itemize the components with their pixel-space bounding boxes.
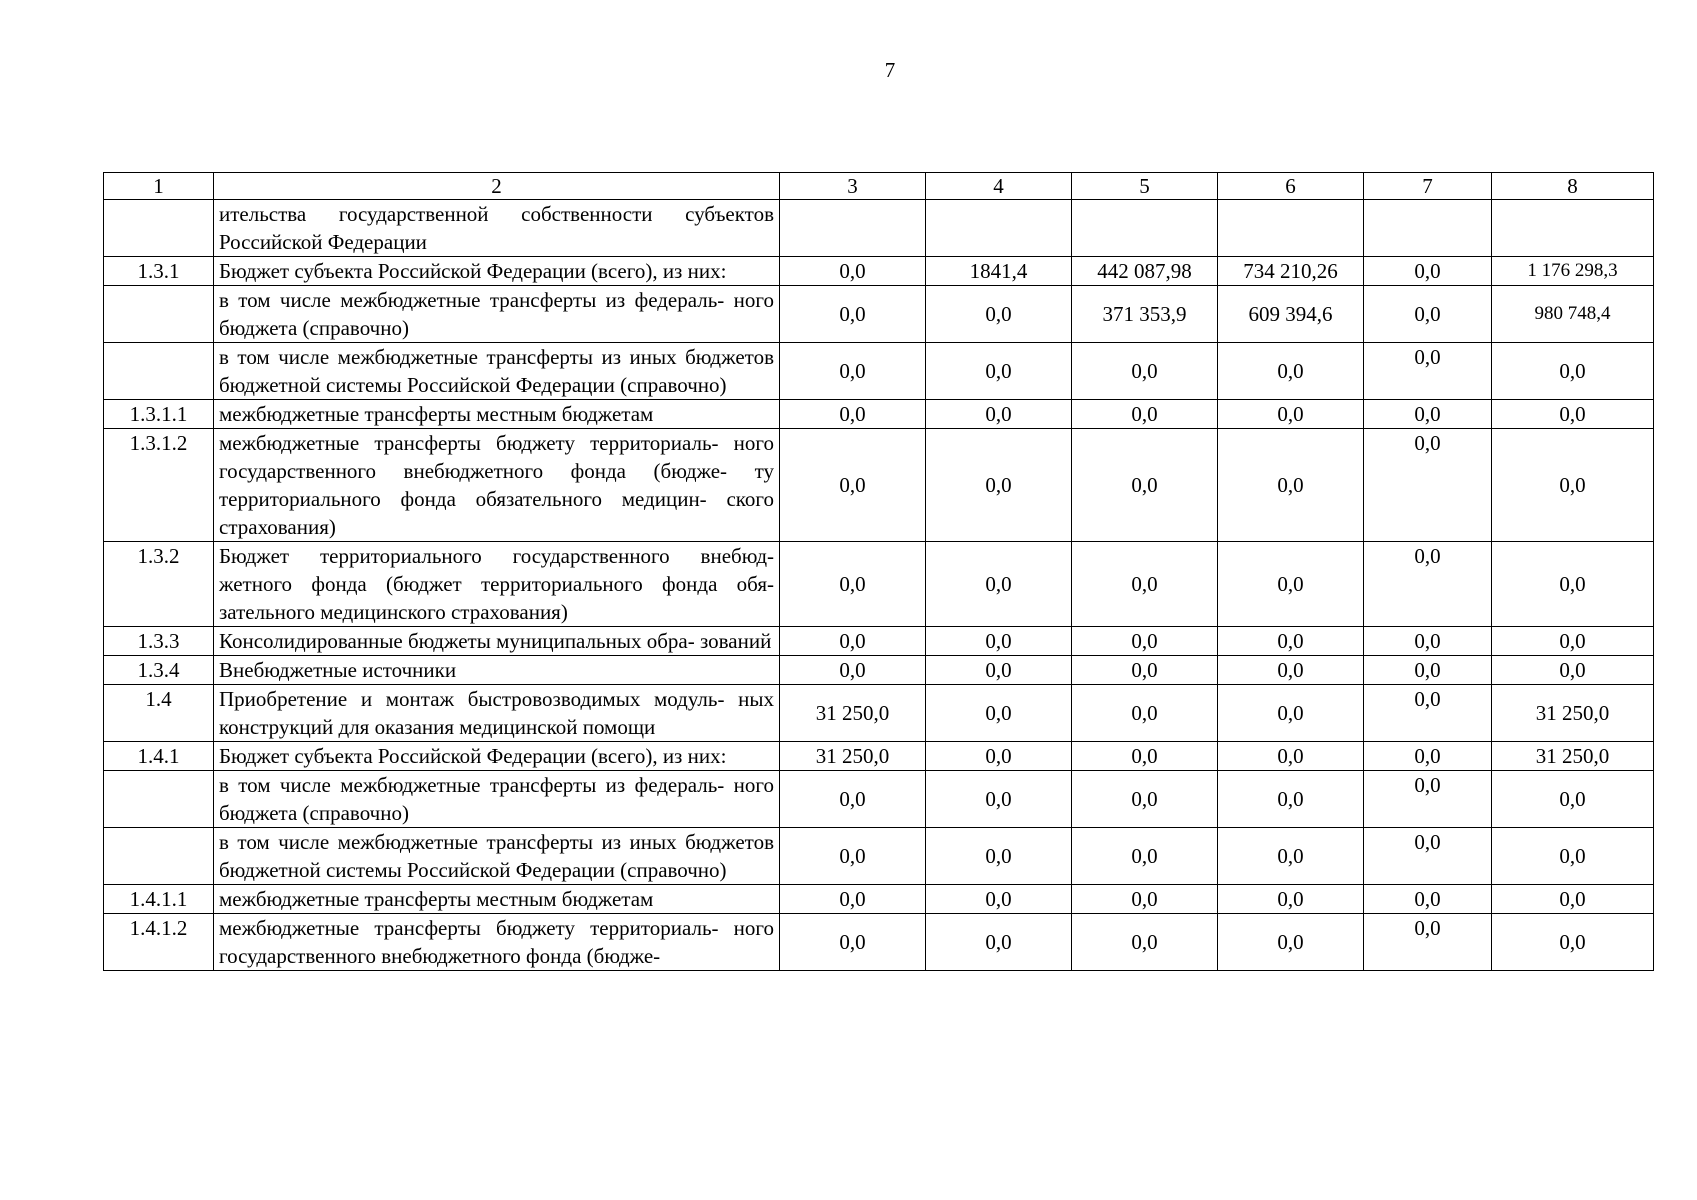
value-cell: 0,0 [1072,885,1218,914]
value-cell: 0,0 [1218,828,1364,885]
value-cell: 0,0 [1072,742,1218,771]
value-cell: 0,0 [1364,343,1492,400]
row-code: 1.4 [104,685,214,742]
value-cell: 0,0 [1492,343,1654,400]
value-cell: 0,0 [1072,627,1218,656]
value-cell: 0,0 [1218,429,1364,542]
row-description: в том числе межбюджетные трансферты из федераль- ного бюджета (справочно) [214,286,780,343]
value-cell: 442 087,98 [1072,257,1218,286]
header-cell: 8 [1492,173,1654,200]
value-cell: 0,0 [926,343,1072,400]
row-code: 1.4.1.2 [104,914,214,971]
value-cell: 0,0 [1364,429,1492,542]
value-cell: 0,0 [1364,542,1492,627]
value-cell: 0,0 [1364,257,1492,286]
value-cell: 0,0 [780,542,926,627]
row-code: 1.3.2 [104,542,214,627]
page-number: 7 [884,58,896,82]
value-cell: 980 748,4 [1492,286,1654,343]
value-cell: 0,0 [1218,343,1364,400]
value-cell: 0,0 [1072,685,1218,742]
header-cell: 5 [1072,173,1218,200]
row-code [104,286,214,343]
row-code [104,828,214,885]
row-description: ительства государственной собственности субъектов Российской Федерации [214,200,780,257]
table-row [104,742,1654,771]
value-cell: 0,0 [1072,771,1218,828]
value-cell: 0,0 [1492,627,1654,656]
value-cell: 0,0 [780,771,926,828]
table-row [104,627,1654,656]
value-cell: 0,0 [780,914,926,971]
value-cell: 0,0 [1218,885,1364,914]
value-cell: 31 250,0 [780,742,926,771]
value-cell: 0,0 [926,429,1072,542]
value-cell: 0,0 [1072,400,1218,429]
header-cell: 4 [926,173,1072,200]
table-row [104,542,1654,627]
value-cell: 0,0 [1364,627,1492,656]
table-row [104,257,1654,286]
value-cell: 0,0 [1072,828,1218,885]
row-code: 1.3.1 [104,257,214,286]
row-description: межбюджетные трансферты бюджету территориаль- ного государственного внебюджетного фонда (бюдже- ту территориального фонда обязательного медицин- ского страхования) [214,429,780,542]
value-cell: 0,0 [1072,343,1218,400]
value-cell: 0,0 [780,656,926,685]
value-cell: 0,0 [1492,771,1654,828]
value-cell: 0,0 [1218,656,1364,685]
value-cell: 0,0 [1364,286,1492,343]
table-row [104,914,1654,971]
header-cell: 3 [780,173,926,200]
value-cell: 0,0 [780,286,926,343]
row-code: 1.3.3 [104,627,214,656]
row-code: 1.4.1.1 [104,885,214,914]
value-cell [926,200,1072,257]
budget-table [103,172,1654,971]
value-cell: 371 353,9 [1072,286,1218,343]
row-description: Бюджет субъекта Российской Федерации (всего), из них: [214,257,780,286]
value-cell: 0,0 [1218,542,1364,627]
row-description: межбюджетные трансферты местным бюджетам [214,400,780,429]
header-cell: 7 [1364,173,1492,200]
value-cell: 0,0 [926,627,1072,656]
row-description: межбюджетные трансферты местным бюджетам [214,885,780,914]
value-cell [1364,200,1492,257]
value-cell: 0,0 [780,885,926,914]
value-cell: 31 250,0 [1492,742,1654,771]
value-cell: 0,0 [1364,400,1492,429]
value-cell: 0,0 [1492,429,1654,542]
value-cell: 0,0 [1364,656,1492,685]
table-row [104,828,1654,885]
row-description: Бюджет территориального государственного внебюд- жетного фонда (бюджет территориального фонда обя- зательного медицинского страхования) [214,542,780,627]
value-cell: 1841,4 [926,257,1072,286]
row-description: в том числе межбюджетные трансферты из иных бюджетов бюджетной системы Российской Федерации (справочно) [214,343,780,400]
value-cell: 0,0 [1492,656,1654,685]
value-cell [780,200,926,257]
value-cell: 0,0 [1072,914,1218,971]
value-cell: 31 250,0 [780,685,926,742]
value-cell [1492,200,1654,257]
value-cell: 0,0 [926,542,1072,627]
header-row [104,173,1654,200]
row-code [104,343,214,400]
row-code [104,200,214,257]
row-description: Бюджет субъекта Российской Федерации (всего), из них: [214,742,780,771]
row-description: в том числе межбюджетные трансферты из иных бюджетов бюджетной системы Российской Федерации (справочно) [214,828,780,885]
value-cell: 0,0 [926,771,1072,828]
value-cell: 0,0 [780,627,926,656]
row-code: 1.4.1 [104,742,214,771]
table-row [104,771,1654,828]
row-description: Внебюджетные источники [214,656,780,685]
value-cell [1072,200,1218,257]
value-cell: 0,0 [926,914,1072,971]
row-description: в том числе межбюджетные трансферты из федераль- ного бюджета (справочно) [214,771,780,828]
table-row [104,400,1654,429]
value-cell: 0,0 [1072,429,1218,542]
table-row [104,656,1654,685]
table-row [104,200,1654,257]
value-cell: 0,0 [1218,627,1364,656]
value-cell: 0,0 [926,742,1072,771]
value-cell: 0,0 [1492,828,1654,885]
value-cell: 0,0 [1218,685,1364,742]
row-code: 1.3.4 [104,656,214,685]
value-cell: 0,0 [1364,828,1492,885]
value-cell: 0,0 [1492,400,1654,429]
value-cell: 0,0 [926,885,1072,914]
value-cell: 1 176 298,3 [1492,257,1654,286]
value-cell: 0,0 [1218,914,1364,971]
value-cell: 0,0 [926,685,1072,742]
value-cell: 0,0 [1218,771,1364,828]
value-cell: 0,0 [780,429,926,542]
header-cell: 2 [214,173,780,200]
value-cell: 0,0 [1218,742,1364,771]
value-cell: 0,0 [780,257,926,286]
table-row [104,685,1654,742]
value-cell: 0,0 [1364,771,1492,828]
value-cell: 0,0 [780,828,926,885]
header-cell: 6 [1218,173,1364,200]
value-cell: 0,0 [926,400,1072,429]
value-cell: 0,0 [1492,885,1654,914]
value-cell: 0,0 [1364,914,1492,971]
value-cell: 0,0 [1492,542,1654,627]
row-description: Консолидированные бюджеты муниципальных обра- зований [214,627,780,656]
value-cell: 0,0 [926,656,1072,685]
row-code: 1.3.1.1 [104,400,214,429]
value-cell: 0,0 [1364,885,1492,914]
value-cell: 0,0 [780,400,926,429]
table-row [104,286,1654,343]
table-row [104,429,1654,542]
value-cell: 734 210,26 [1218,257,1364,286]
value-cell: 0,0 [1364,685,1492,742]
header-cell: 1 [104,173,214,200]
row-code [104,771,214,828]
table-row [104,885,1654,914]
value-cell: 0,0 [1364,742,1492,771]
value-cell: 0,0 [1072,542,1218,627]
value-cell: 0,0 [780,343,926,400]
value-cell: 31 250,0 [1492,685,1654,742]
row-code: 1.3.1.2 [104,429,214,542]
row-description: межбюджетные трансферты бюджету территориаль- ного государственного внебюджетного фонда (бюдже- [214,914,780,971]
value-cell: 0,0 [926,828,1072,885]
row-description: Приобретение и монтаж быстровозводимых модуль- ных конструкций для оказания медицинской помощи [214,685,780,742]
value-cell: 0,0 [1492,914,1654,971]
value-cell: 609 394,6 [1218,286,1364,343]
value-cell: 0,0 [926,286,1072,343]
value-cell: 0,0 [1218,400,1364,429]
value-cell: 0,0 [1072,656,1218,685]
value-cell [1218,200,1364,257]
table-row [104,343,1654,400]
